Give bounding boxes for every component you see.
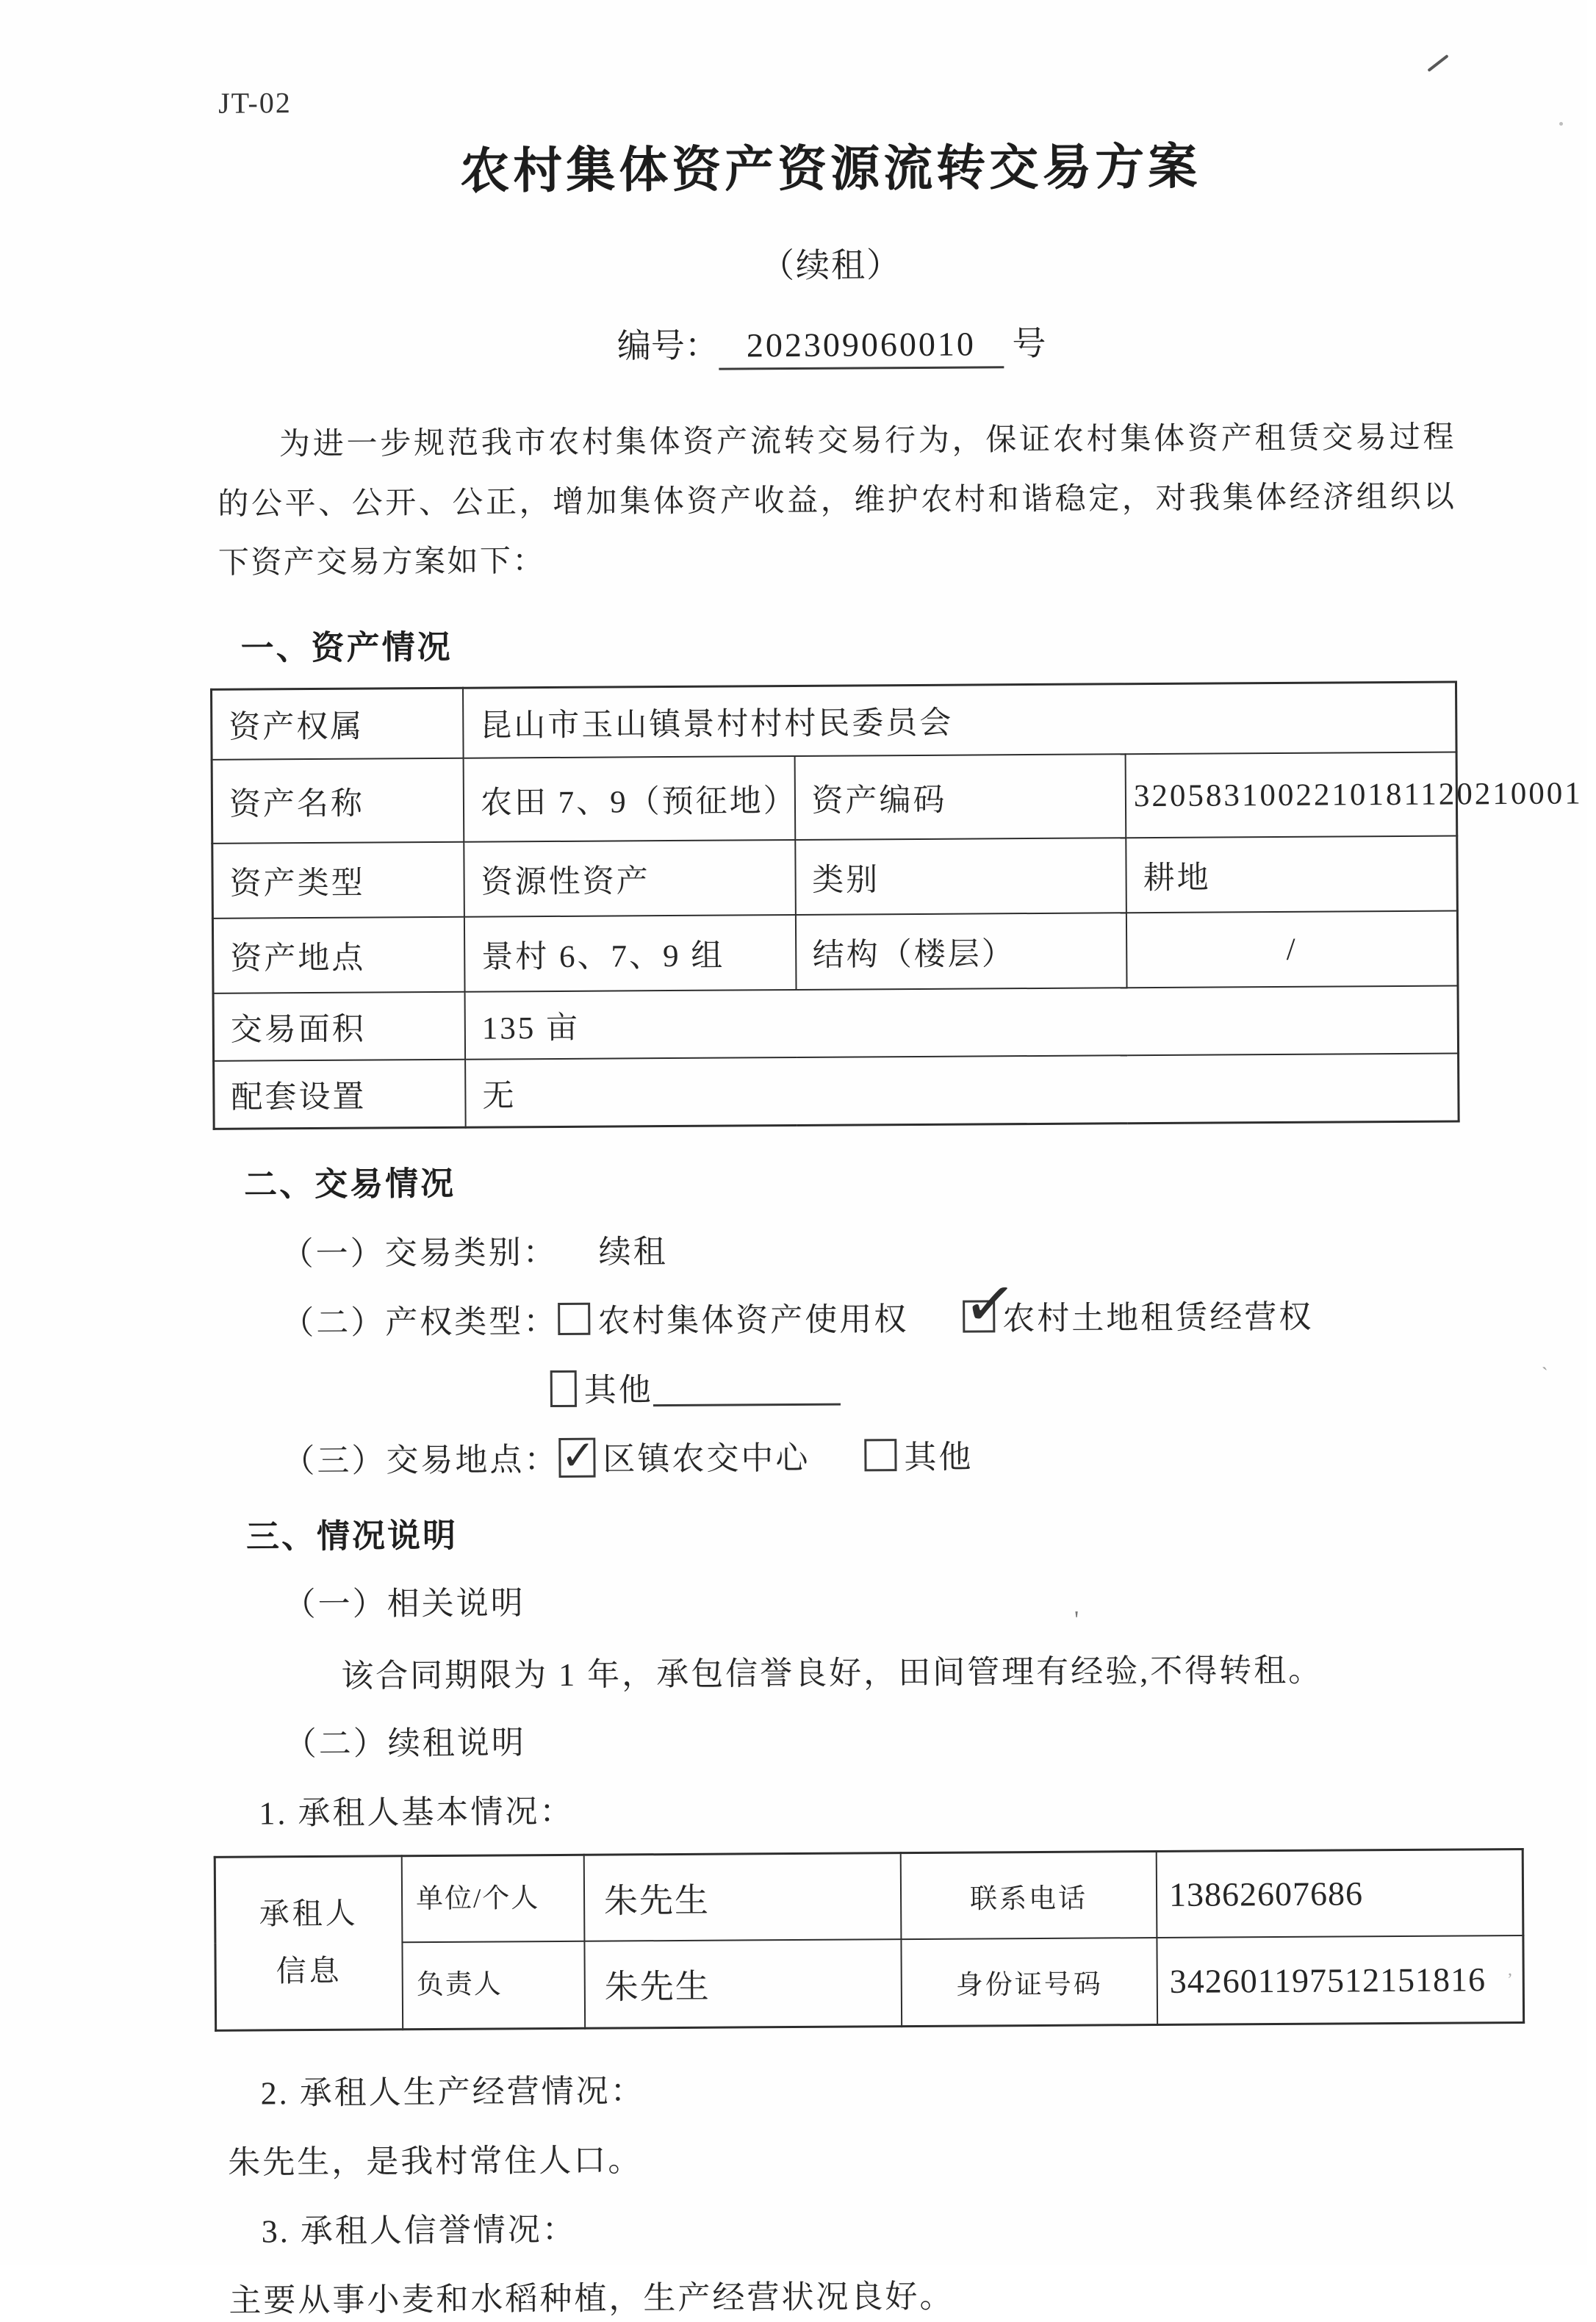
contact-phone-label: 联系电话 (901, 1851, 1157, 1939)
structure-floor-value: / (1126, 911, 1458, 988)
document-number-prefix: 编号： (617, 326, 719, 365)
option-other-place: 其他 (904, 1439, 974, 1475)
form-code: JT-02 (218, 86, 292, 120)
option-town-agri-exchange-center: 区镇农交中心 (603, 1439, 810, 1478)
structure-floor-label: 结构（楼层） (795, 913, 1126, 991)
option-collective-asset-usage-right: 农村集体资产使用权 (597, 1301, 909, 1340)
lessee-info-group-label (215, 1856, 403, 2031)
id-number-label: 身份证号码 (901, 1938, 1157, 2026)
table-row (212, 836, 1458, 919)
check-icon: ✓ (960, 1265, 1022, 1344)
asset-location-value: 景村 6、7、9 组 (464, 915, 796, 992)
unit-or-individual-label: 单位/个人 (402, 1855, 585, 1943)
asset-info-table (210, 680, 1583, 1129)
checkbox-other-property-type (550, 1370, 577, 1407)
table-row (215, 1849, 1523, 1944)
property-right-type-label: （二）产权类型： (281, 1303, 558, 1342)
trade-area-label: 交易面积 (213, 992, 465, 1061)
contact-phone-value: 13862607686 (1157, 1849, 1523, 1938)
property-right-other-line (550, 1358, 1462, 1411)
intro-paragraph: 为进一步规范我市农村集体资产流转交易行为，保证农村集体资产租赁交易过程的公平、公开、公正，增加集体资产收益，维护农村和谐稳定，对我集体经济组织以下资产交易方案如下： (218, 420, 1456, 581)
scan-artifact (1559, 122, 1563, 126)
section1-heading: 一、资产情况 (240, 628, 453, 667)
facilities-value: 无 (465, 1054, 1459, 1127)
trade-category-line (281, 1220, 1460, 1274)
option-other-property-type: 其他 (583, 1372, 653, 1409)
check-icon: ✓ (561, 1431, 598, 1480)
blank-underline (653, 1370, 841, 1406)
table-row (212, 752, 1457, 844)
trade-category-label: （一）交易类别： (281, 1234, 558, 1273)
lessee-info-table (214, 1848, 1525, 2032)
responsible-person-value: 朱先生 (584, 1940, 902, 2029)
asset-type-value: 资源性资产 (464, 840, 795, 917)
document-number-suffix: 号 (1012, 324, 1046, 363)
scan-artifact: ` (1542, 1364, 1548, 1385)
related-notes-text: 该合同期限为 1 年，承包信誉良好，田间管理有经验,不得转租。 (341, 1652, 1323, 1694)
scan-artifact: ' (1074, 1606, 1079, 1633)
asset-type-label: 资产类型 (212, 842, 464, 919)
asset-owner-value: 昆山市玉山镇景村村村民委员会 (463, 682, 1456, 758)
checkbox-rural-land-lease-right (960, 1265, 1022, 1344)
asset-location-label: 资产地点 (212, 917, 464, 993)
asset-owner-label: 资产权属 (212, 688, 464, 760)
section2-heading: 二、交易情况 (243, 1164, 456, 1204)
asset-code-label: 资产编码 (794, 755, 1126, 841)
lessee-info-group-line1: 承租人 (259, 1897, 359, 1931)
checkbox-town-agri-exchange-center (558, 1431, 598, 1480)
facilities-label: 配套设置 (214, 1060, 466, 1129)
id-number-value: 342601197512151816 (1157, 1935, 1523, 2024)
asset-name-value: 农田 7、9（预征地） (464, 756, 795, 842)
property-right-type-line (281, 1265, 1461, 1344)
renewal-notes-heading: （二）续租说明 (284, 1725, 526, 1763)
table-row (212, 682, 1457, 760)
lessee-credit-text: 主要从事小麦和水稻种植，生产经营状况良好。 (229, 2278, 955, 2319)
checkbox-other-place (864, 1439, 896, 1471)
section3-heading: 三、情况说明 (245, 1516, 459, 1556)
asset-category-label: 类别 (795, 838, 1126, 916)
trade-place-label: （三）交易地点： (282, 1441, 559, 1480)
table-row (212, 911, 1458, 993)
lessee-production-heading: 2. 承租人生产经营情况： (260, 2073, 645, 2112)
checkbox-collective-asset-usage-right (558, 1303, 590, 1335)
trade-area-value: 135 亩 (465, 986, 1459, 1060)
table-row (214, 1054, 1459, 1129)
document-number-line (208, 314, 1455, 373)
scan-artifact: , (1508, 1960, 1512, 1980)
option-rural-land-lease-right: 农村土地租赁经营权 (1002, 1298, 1314, 1337)
unit-or-individual-value: 朱先生 (584, 1853, 902, 1942)
table-row (215, 1935, 1524, 2030)
asset-name-label: 资产名称 (212, 758, 464, 844)
asset-category-value: 耕地 (1126, 836, 1457, 913)
document-subtitle: （续租） (760, 246, 902, 285)
responsible-person-label: 负责人 (402, 1941, 585, 2030)
table-row (213, 986, 1459, 1061)
document-title: 农村集体资产资源流转交易方案 (459, 139, 1201, 199)
related-notes-heading: （一）相关说明 (283, 1585, 525, 1623)
asset-code-value: 3205831002210181120210001 (1126, 752, 1457, 838)
lessee-info-group-line2: 信息 (276, 1954, 342, 1988)
document-number-value: 202309060010 (719, 324, 1004, 370)
lessee-credit-heading: 3. 承租人信誉情况： (261, 2211, 577, 2250)
trade-category-value: 续租 (598, 1233, 668, 1270)
lessee-basic-info-heading: 1. 承租人基本情况： (259, 1793, 575, 1832)
trade-place-line (282, 1427, 1462, 1481)
lessee-production-text: 朱先生，是我村常住人口。 (228, 2142, 643, 2181)
